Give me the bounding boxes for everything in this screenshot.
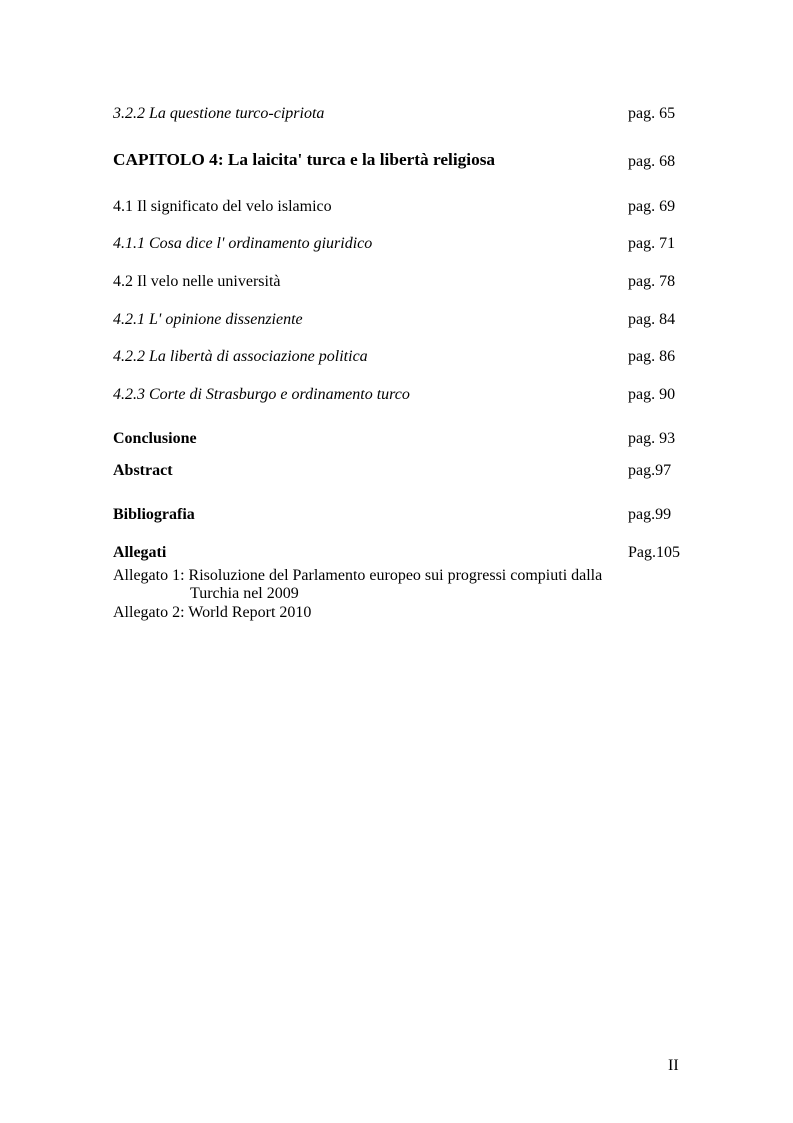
toc-entry-page: pag. 84 [628,311,676,328]
page-number-footer: II [668,1057,679,1074]
toc-entry-title: 4.1 Il significato del velo islamico [113,198,332,215]
toc-entry [113,386,683,404]
toc-entry-title: Bibliografia [113,506,195,523]
toc-entry-title: CAPITOLO 4: La laicita' turca e la libertà religiosa [113,150,496,169]
toc-entry [113,311,683,329]
toc-entry-title: 4.2 Il velo nelle università [113,273,281,290]
toc-entry [113,430,683,448]
toc-entry-title: 4.2.3 Corte di Strasburgo e ordinamento turco [113,386,410,403]
toc-entry-page: pag. 93 [628,430,676,447]
toc-entry-page: Pag.105 [628,544,680,561]
toc-entry-title: 3.2.2 La questione turco-cipriota [113,105,325,122]
toc-entry [113,506,683,524]
toc-entry [113,105,683,123]
toc-entry-title: 4.1.1 Cosa dice l' ordinamento giuridico [113,235,373,252]
toc-entry [113,273,683,291]
toc-chapter-heading [113,150,683,171]
toc-entry-page: pag. 90 [628,386,676,403]
attachment-item: Allegato 2: World Report 2010 [113,604,312,621]
toc-entry [113,348,683,366]
toc-entry-title: 4.2.2 La libertà di associazione politica [113,348,368,365]
toc-entry-page: pag. 68 [628,153,676,170]
toc-entry-page: pag. 65 [628,105,676,122]
toc-entry-title: 4.2.1 L' opinione dissenziente [113,311,303,328]
toc-entry-title: Allegati [113,544,167,561]
toc-entry-page: pag. 86 [628,348,676,365]
toc-entry-page: pag. 69 [628,198,676,215]
toc-entry-page: pag. 71 [628,235,676,252]
toc-entry [113,198,683,216]
toc-entry-page: pag.97 [628,462,672,479]
toc-entry [113,235,683,253]
attachment-item-continuation: Turchia nel 2009 [190,585,299,602]
toc-entry-title: Abstract [113,462,173,479]
toc-entry-page: pag.99 [628,506,672,523]
toc-entry-title: Conclusione [113,430,197,447]
attachment-item: Allegato 1: Risoluzione del Parlamento europeo sui progressi compiuti dalla [113,567,603,584]
toc-entry [113,544,683,562]
toc-entry [113,462,683,480]
toc-entry-page: pag. 78 [628,273,676,290]
